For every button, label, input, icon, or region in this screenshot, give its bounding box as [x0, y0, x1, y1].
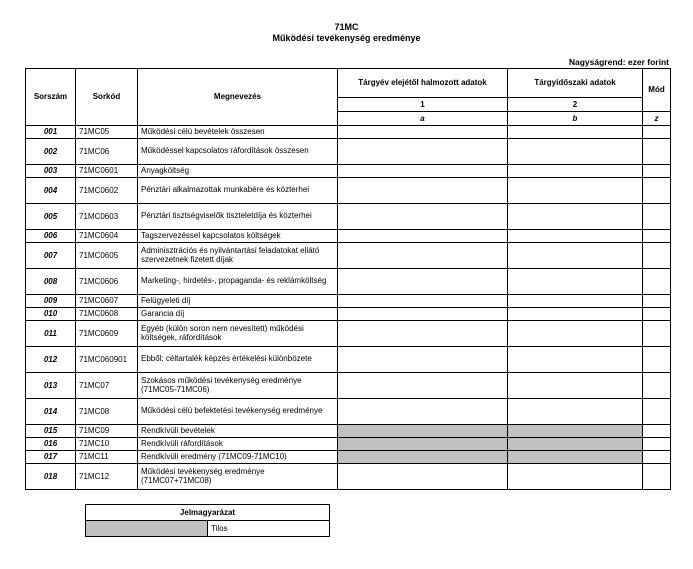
cell-mod[interactable]	[643, 164, 671, 177]
cell-sorszam: 014	[26, 398, 76, 424]
unit-note: Nagyságrend: ezer forint	[568, 56, 669, 67]
cell-sorszam: 010	[26, 307, 76, 320]
cell-mod[interactable]	[643, 320, 671, 346]
cell-data-period[interactable]	[508, 242, 643, 268]
cell-data-period[interactable]	[508, 177, 643, 203]
legend-entry-row	[86, 520, 330, 536]
cell-data-period[interactable]	[508, 398, 643, 424]
cell-sorszam: 007	[26, 242, 76, 268]
cell-sorkod: 71MC0604	[76, 229, 138, 242]
cell-sorszam: 012	[26, 346, 76, 372]
cell-sorszam: 018	[26, 463, 76, 489]
cell-sorszam: 016	[26, 437, 76, 450]
cell-mod[interactable]	[643, 398, 671, 424]
cell-megnevezes: Anyagköltség	[138, 164, 338, 177]
title-block	[0, 22, 693, 45]
table-row	[26, 177, 671, 203]
cell-megnevezes: Ebből: céltartalék képzés értékelési különbözete	[138, 346, 338, 372]
cell-data-cumulative[interactable]	[338, 346, 508, 372]
header-sorszam: Sorszám	[26, 68, 76, 125]
cell-mod[interactable]	[643, 177, 671, 203]
cell-sorkod: 71MC0608	[76, 307, 138, 320]
cell-data-cumulative[interactable]	[338, 320, 508, 346]
cell-sorkod: 71MC11	[76, 450, 138, 463]
cell-sorkod: 71MC06	[76, 138, 138, 164]
table-row	[26, 398, 671, 424]
table-row	[26, 164, 671, 177]
header-megnevezes: Megnevezés	[138, 68, 338, 125]
legend-swatch-forbidden	[86, 520, 208, 536]
cell-mod[interactable]	[643, 346, 671, 372]
table-row	[26, 294, 671, 307]
cell-data-cumulative[interactable]	[338, 177, 508, 203]
table-row	[26, 138, 671, 164]
cell-data-cumulative[interactable]	[338, 372, 508, 398]
cell-mod[interactable]	[643, 242, 671, 268]
cell-sorkod: 71MC10	[76, 437, 138, 450]
cell-mod[interactable]	[643, 463, 671, 489]
cell-megnevezes: Tagszervezéssel kapcsolatos költségek	[138, 229, 338, 242]
cell-data-cumulative[interactable]	[338, 125, 508, 138]
cell-data-period[interactable]	[508, 463, 643, 489]
cell-data-period[interactable]	[508, 203, 643, 229]
header-number-data2: 2	[508, 97, 643, 111]
cell-data-period	[508, 424, 643, 437]
cell-sorszam: 001	[26, 125, 76, 138]
cell-mod[interactable]	[643, 450, 671, 463]
table-header-row	[26, 68, 671, 97]
report-title: Működési tevékenység eredménye	[272, 33, 421, 44]
cell-mod[interactable]	[643, 125, 671, 138]
cell-data-period[interactable]	[508, 372, 643, 398]
cell-data-cumulative	[338, 424, 508, 437]
table-row	[26, 463, 671, 489]
cell-megnevezes: Működéssel kapcsolatos ráfordítások összesen	[138, 138, 338, 164]
cell-data-period[interactable]	[508, 320, 643, 346]
header-data2: Tárgyidőszaki adatok	[508, 68, 643, 97]
table-body	[26, 125, 671, 489]
table-row	[26, 242, 671, 268]
table-row	[26, 437, 671, 450]
cell-megnevezes: Rendkívüli eredmény (71MC09-71MC10)	[138, 450, 338, 463]
header-letter-data1: a	[338, 111, 508, 125]
cell-mod[interactable]	[643, 424, 671, 437]
table-row	[26, 320, 671, 346]
header-sorkod: Sorkód	[76, 68, 138, 125]
report-code: 71MC	[334, 22, 359, 32]
cell-sorszam: 013	[26, 372, 76, 398]
cell-sorkod: 71MC07	[76, 372, 138, 398]
cell-data-cumulative[interactable]	[338, 203, 508, 229]
cell-megnevezes: Marketing-, hirdetés-, propaganda- és reklámköltség	[138, 268, 338, 294]
cell-data-period[interactable]	[508, 229, 643, 242]
cell-data-period[interactable]	[508, 138, 643, 164]
cell-sorszam: 011	[26, 320, 76, 346]
cell-data-cumulative[interactable]	[338, 242, 508, 268]
cell-megnevezes: Működési célú bevételek összesen	[138, 125, 338, 138]
cell-mod[interactable]	[643, 229, 671, 242]
cell-sorkod: 71MC0605	[76, 242, 138, 268]
cell-sorkod: 71MC05	[76, 125, 138, 138]
table-row	[26, 229, 671, 242]
cell-data-cumulative[interactable]	[338, 398, 508, 424]
cell-sorszam: 003	[26, 164, 76, 177]
cell-data-period	[508, 450, 643, 463]
cell-mod[interactable]	[643, 307, 671, 320]
header-number-data1: 1	[338, 97, 508, 111]
cell-sorkod: 71MC060901	[76, 346, 138, 372]
cell-data-cumulative	[338, 450, 508, 463]
cell-mod[interactable]	[643, 437, 671, 450]
cell-data-cumulative[interactable]	[338, 294, 508, 307]
cell-sorkod: 71MC0602	[76, 177, 138, 203]
cell-data-cumulative[interactable]	[338, 164, 508, 177]
cell-sorszam: 008	[26, 268, 76, 294]
cell-megnevezes: Pénztári tisztségviselők tiszteletdíja és közterhei	[138, 203, 338, 229]
cell-sorkod: 71MC08	[76, 398, 138, 424]
cell-data-period[interactable]	[508, 307, 643, 320]
cell-data-period[interactable]	[508, 294, 643, 307]
legend-title-row	[86, 504, 330, 520]
cell-megnevezes: Szokásos működési tevékenység eredménye (71MC05-71MC06)	[138, 372, 338, 398]
cell-sorszam: 002	[26, 138, 76, 164]
table-row	[26, 125, 671, 138]
cell-mod[interactable]	[643, 372, 671, 398]
cell-mod[interactable]	[643, 138, 671, 164]
cell-sorkod: 71MC0607	[76, 294, 138, 307]
cell-sorszam: 009	[26, 294, 76, 307]
legend-table	[85, 504, 330, 537]
cell-data-period[interactable]	[508, 125, 643, 138]
cell-data-cumulative[interactable]	[338, 268, 508, 294]
cell-megnevezes: Rendkívüli ráfordítások	[138, 437, 338, 450]
cell-megnevezes: Egyéb (külön soron nem nevesített) működési költségek, ráfordítások	[138, 320, 338, 346]
cell-megnevezes: Felügyeleti díj	[138, 294, 338, 307]
cell-data-cumulative[interactable]	[338, 463, 508, 489]
cell-mod[interactable]	[643, 268, 671, 294]
cell-data-cumulative[interactable]	[338, 138, 508, 164]
table-row	[26, 424, 671, 437]
table-row	[26, 203, 671, 229]
legend-label-forbidden: Tilos	[208, 520, 330, 536]
cell-data-period[interactable]	[508, 346, 643, 372]
cell-megnevezes: Pénztári alkalmazottak munkabére és közterhei	[138, 177, 338, 203]
cell-data-cumulative[interactable]	[338, 229, 508, 242]
cell-sorkod: 71MC0609	[76, 320, 138, 346]
cell-megnevezes: Működési célú befektetési tevékenység eredménye	[138, 398, 338, 424]
cell-data-period[interactable]	[508, 164, 643, 177]
cell-sorszam: 005	[26, 203, 76, 229]
header-letter-mod: z	[643, 111, 671, 125]
cell-sorszam: 004	[26, 177, 76, 203]
cell-data-cumulative	[338, 437, 508, 450]
cell-sorszam: 006	[26, 229, 76, 242]
header-data1: Tárgyév elejétől halmozott adatok	[338, 68, 508, 97]
cell-data-cumulative[interactable]	[338, 307, 508, 320]
cell-sorkod: 71MC0606	[76, 268, 138, 294]
legend-title: Jelmagyarázat	[86, 504, 330, 520]
header-letter-data2: b	[508, 111, 643, 125]
cell-sorkod: 71MC0603	[76, 203, 138, 229]
table-row	[26, 372, 671, 398]
table-row	[26, 268, 671, 294]
cell-sorkod: 71MC12	[76, 463, 138, 489]
table-row	[26, 450, 671, 463]
cell-data-period[interactable]	[508, 268, 643, 294]
cell-data-period	[508, 437, 643, 450]
table-row	[26, 346, 671, 372]
cell-sorkod: 71MC09	[76, 424, 138, 437]
cell-sorszam: 015	[26, 424, 76, 437]
cell-megnevezes: Rendkívüli bevételek	[138, 424, 338, 437]
cell-mod[interactable]	[643, 203, 671, 229]
report-page	[0, 22, 693, 569]
cell-megnevezes: Garancia díj	[138, 307, 338, 320]
results-table	[25, 68, 671, 490]
cell-sorkod: 71MC0601	[76, 164, 138, 177]
cell-megnevezes: Működési tevékenység eredménye (71MC07+71MC08)	[138, 463, 338, 489]
table-row	[26, 307, 671, 320]
cell-megnevezes: Adminisztrációs és nyilvántartási feladatokat ellátó szervezetnek fizetett díjak	[138, 242, 338, 268]
header-mod: Mód	[643, 68, 671, 111]
cell-mod[interactable]	[643, 294, 671, 307]
cell-sorszam: 017	[26, 450, 76, 463]
